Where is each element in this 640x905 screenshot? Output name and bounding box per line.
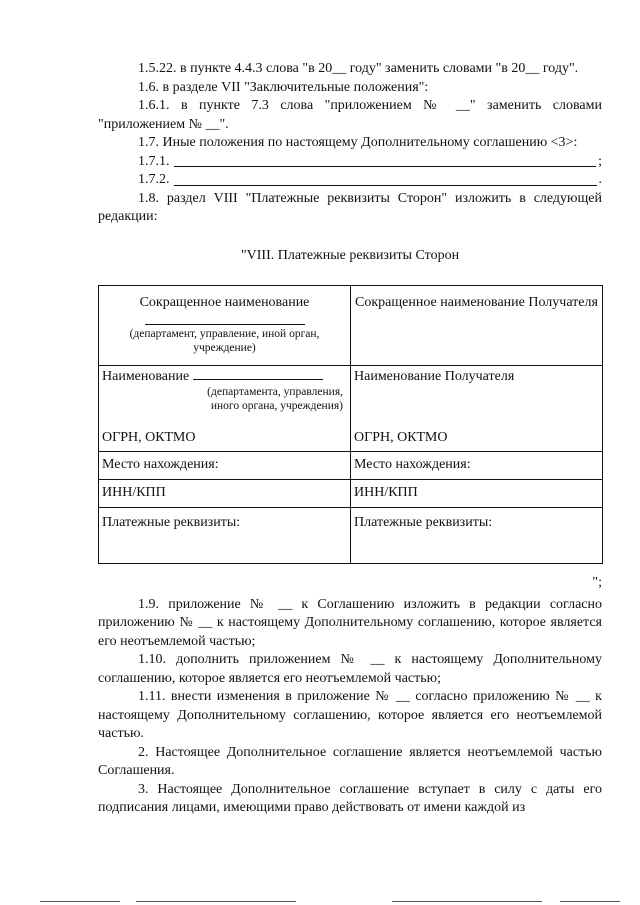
fill-line-label: 1.7.1. (138, 153, 170, 169)
fill-line-end: ; (598, 153, 602, 169)
head-left-text: Сокращенное наименование (139, 294, 310, 310)
edge-line (40, 900, 120, 902)
cell-inn-right: ИНН/КПП (351, 479, 603, 507)
fill-line-rule (174, 184, 597, 186)
section-title: "VIII. Платежные реквизиты Сторон (240, 247, 460, 263)
edge-line (392, 900, 542, 902)
cell-payment-left: Платежные реквизиты: (99, 507, 351, 563)
quote-end: "; (592, 574, 602, 590)
cell-name-left (99, 365, 351, 451)
head-right-text: Сокращенное наименование Получателя (355, 294, 598, 310)
name-right-text: Наименование Получателя (354, 368, 515, 384)
ogrn-left-text: ОГРН, ОКТМО (102, 429, 196, 445)
paragraph-1-11: 1.11. внести изменения в приложение № __ согласно приложению № __ к настоящему Дополнительному соглашению, которое является его неотъемлемой частью. (98, 689, 602, 741)
document-page (98, 60, 602, 818)
fill-line-1-7-2 (98, 171, 602, 190)
blank-line (145, 323, 305, 325)
paragraph-2: 2. Настоящее Дополнительное соглашение является неотъемлемой частью Соглашения. (98, 744, 602, 778)
requisites-table (98, 285, 603, 564)
cell-location-left: Место нахождения: (99, 451, 351, 479)
page-edge-lines (0, 900, 640, 904)
cell-payment-right: Платежные реквизиты: (351, 507, 603, 563)
table-row (99, 507, 603, 563)
fill-line-end: . (598, 172, 602, 187)
paragraph-1-5-22: 1.5.22. в пункте 4.4.3 слова "в 20__ году" заменить словами "в 20__ году". (138, 61, 579, 76)
fill-line-1-7-1 (98, 153, 602, 172)
name-left-text: Наименование (102, 368, 190, 384)
edge-line (136, 900, 296, 902)
head-left-note: (департамент, управление, иной орган, учреждение) (129, 327, 320, 354)
cell-head-left (99, 285, 351, 365)
paragraph-3: 3. Настоящее Дополнительное соглашение вступает в силу с даты его подписания лицами, имеющими право действовать от имени каждой из (98, 781, 602, 815)
ogrn-right-text: ОГРН, ОКТМО (354, 429, 448, 445)
cell-location-right: Место нахождения: (351, 451, 603, 479)
cell-inn-left: ИНН/КПП (99, 479, 351, 507)
edge-line (560, 900, 620, 902)
paragraph-1-10: 1.10. дополнить приложением № __ к настоящему Дополнительному соглашению, которое является его неотъемлемой частью; (98, 652, 602, 686)
paragraph-1-7: 1.7. Иные положения по настоящему Дополнительному соглашению <3>: (138, 135, 578, 150)
fill-line-rule (174, 165, 597, 167)
paragraph-1-9: 1.9. приложение № __ к Соглашению изложить в редакции согласно приложению № __ к настоящему Дополнительному соглашению, которое является его неотъемлемой частью; (98, 596, 602, 649)
table-row (99, 365, 603, 451)
table-row (99, 451, 603, 479)
table-row (99, 479, 603, 507)
fill-line-label: 1.7.2. (138, 172, 170, 187)
paragraph-1-6: 1.6. в разделе VII "Заключительные положения": (138, 79, 429, 95)
paragraph-1-6-1: 1.6.1. в пункте 7.3 слова "приложением № __" заменить словами "приложением № __". (98, 98, 602, 132)
blank-line (193, 378, 323, 380)
cell-head-right (351, 285, 603, 365)
name-left-line (102, 368, 347, 385)
cell-name-right (351, 365, 603, 451)
name-left-note: (департамента, управления, иного органа, учреждения) (207, 385, 343, 412)
paragraph-1-8: 1.8. раздел VIII "Платежные реквизиты Сторон" изложить в следующей редакции: (98, 190, 602, 224)
table-row (99, 285, 603, 365)
